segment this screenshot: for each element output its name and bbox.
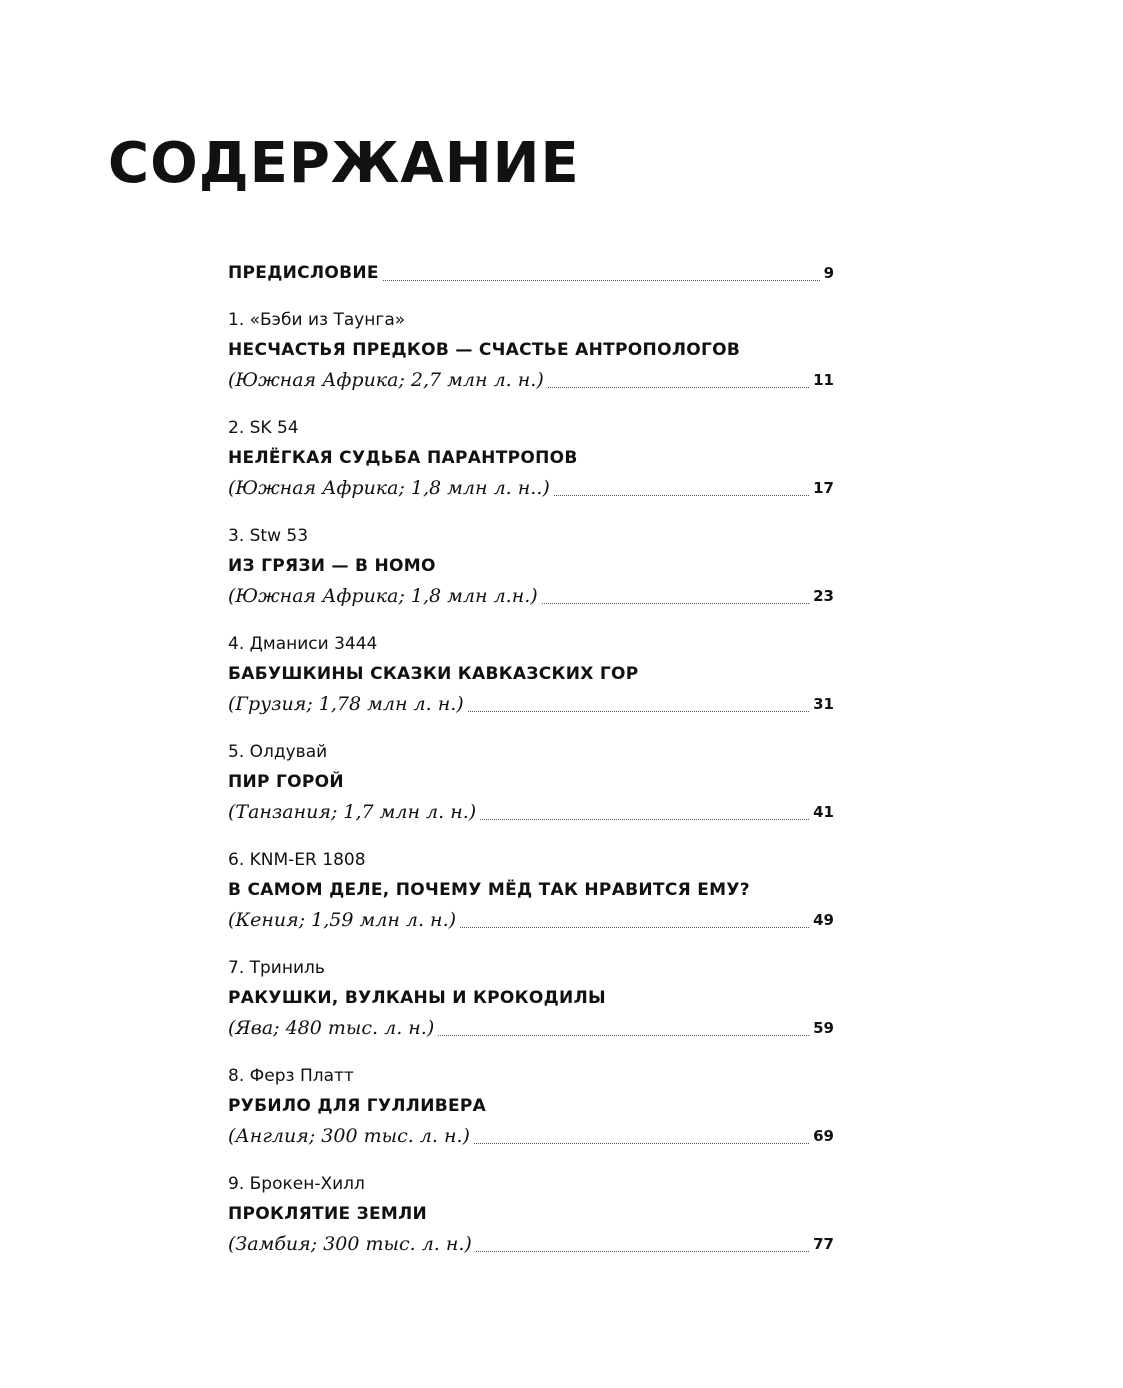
page-number: 41	[813, 803, 834, 821]
toc-entry-9[interactable]	[228, 1169, 834, 1259]
dot-leader	[474, 1142, 809, 1144]
entry-meta-line	[228, 1121, 834, 1151]
toc-entry-1[interactable]	[228, 305, 834, 395]
dot-leader	[480, 818, 809, 820]
entry-subject: 3. Stw 53	[228, 526, 309, 546]
toc-entry-2[interactable]	[228, 413, 834, 503]
entry-meta-line	[228, 581, 834, 611]
entry-meta-line	[228, 1229, 834, 1259]
entry-title: НЕСЧАСТЬЯ ПРЕДКОВ — СЧАСТЬЕ АНТРОПОЛОГОВ	[228, 340, 741, 360]
toc-preface-label: ПРЕДИСЛОВИЕ	[228, 263, 379, 283]
entry-meta: (Южная Африка; 2,7 млн л. н.)	[228, 369, 544, 391]
entry-title: В САМОМ ДЕЛЕ, ПОЧЕМУ МЁД ТАК НРАВИТСЯ ЕМУ?	[228, 880, 750, 900]
dot-leader	[438, 1034, 809, 1036]
dot-leader	[548, 386, 809, 388]
entry-meta: (Грузия; 1,78 млн л. н.)	[228, 693, 464, 715]
page-number: 59	[813, 1019, 834, 1037]
toc-entry-5[interactable]	[228, 737, 834, 827]
dot-leader	[460, 926, 809, 928]
dot-leader	[476, 1250, 809, 1252]
entry-meta-line	[228, 1013, 834, 1043]
entry-title: ИЗ ГРЯЗИ — В НОМО	[228, 556, 436, 576]
entry-title: ПРОКЛЯТИЕ ЗЕМЛИ	[228, 1204, 428, 1224]
entry-meta: (Англия; 300 тыс. л. н.)	[228, 1125, 470, 1147]
entry-subject: 9. Брокен-Хилл	[228, 1174, 365, 1194]
page-number: 11	[813, 371, 834, 389]
entry-meta: (Южная Африка; 1,8 млн л. н..)	[228, 477, 550, 499]
entry-subject: 1. «Бэби из Таунга»	[228, 310, 406, 330]
dot-leader	[383, 279, 820, 281]
entry-subject: 7. Триниль	[228, 958, 325, 978]
table-of-contents	[228, 256, 834, 1259]
entry-meta-line	[228, 797, 834, 827]
entry-subject: 4. Дманиси 3444	[228, 634, 378, 654]
entry-meta: (Танзания; 1,7 млн л. н.)	[228, 801, 477, 823]
dot-leader	[542, 602, 809, 604]
entry-title: РУБИЛО ДЛЯ ГУЛЛИВЕРА	[228, 1096, 487, 1116]
page-title: СОДЕРЖАНИЕ	[108, 131, 580, 196]
toc-entry-7[interactable]	[228, 953, 834, 1043]
entry-subject: 6. KNM-ER 1808	[228, 850, 366, 870]
entry-meta-line	[228, 689, 834, 719]
entry-meta-line	[228, 365, 834, 395]
toc-entry-3[interactable]	[228, 521, 834, 611]
toc-preface[interactable]	[228, 256, 834, 290]
entry-title: НЕЛЁГКАЯ СУДЬБА ПАРАНТРОПОВ	[228, 448, 578, 468]
entry-meta: (Замбия; 300 тыс. л. н.)	[228, 1233, 472, 1255]
dot-leader	[468, 710, 809, 712]
dot-leader	[554, 494, 809, 496]
toc-entry-6[interactable]	[228, 845, 834, 935]
page-number: 9	[823, 264, 834, 282]
entry-meta: (Ява; 480 тыс. л. н.)	[228, 1017, 435, 1039]
entry-title: БАБУШКИНЫ СКАЗКИ КАВКАЗСКИХ ГОР	[228, 664, 639, 684]
entry-meta-line	[228, 905, 834, 935]
toc-entry-4[interactable]	[228, 629, 834, 719]
entry-subject: 2. SK 54	[228, 418, 299, 438]
entry-subject: 8. Ферз Платт	[228, 1066, 354, 1086]
entry-subject: 5. Олдувай	[228, 742, 328, 762]
page-number: 77	[813, 1235, 834, 1253]
page-number: 31	[813, 695, 834, 713]
entry-meta: (Кения; 1,59 млн л. н.)	[228, 909, 457, 931]
page-number: 69	[813, 1127, 834, 1145]
page-number: 23	[813, 587, 834, 605]
entry-meta: (Южная Африка; 1,8 млн л.н.)	[228, 585, 538, 607]
entry-title: ПИР ГОРОЙ	[228, 772, 344, 792]
entry-meta-line	[228, 473, 834, 503]
page-number: 17	[813, 479, 834, 497]
toc-entry-8[interactable]	[228, 1061, 834, 1151]
entry-title: РАКУШКИ, ВУЛКАНЫ И КРОКОДИЛЫ	[228, 988, 606, 1008]
page-number: 49	[813, 911, 834, 929]
